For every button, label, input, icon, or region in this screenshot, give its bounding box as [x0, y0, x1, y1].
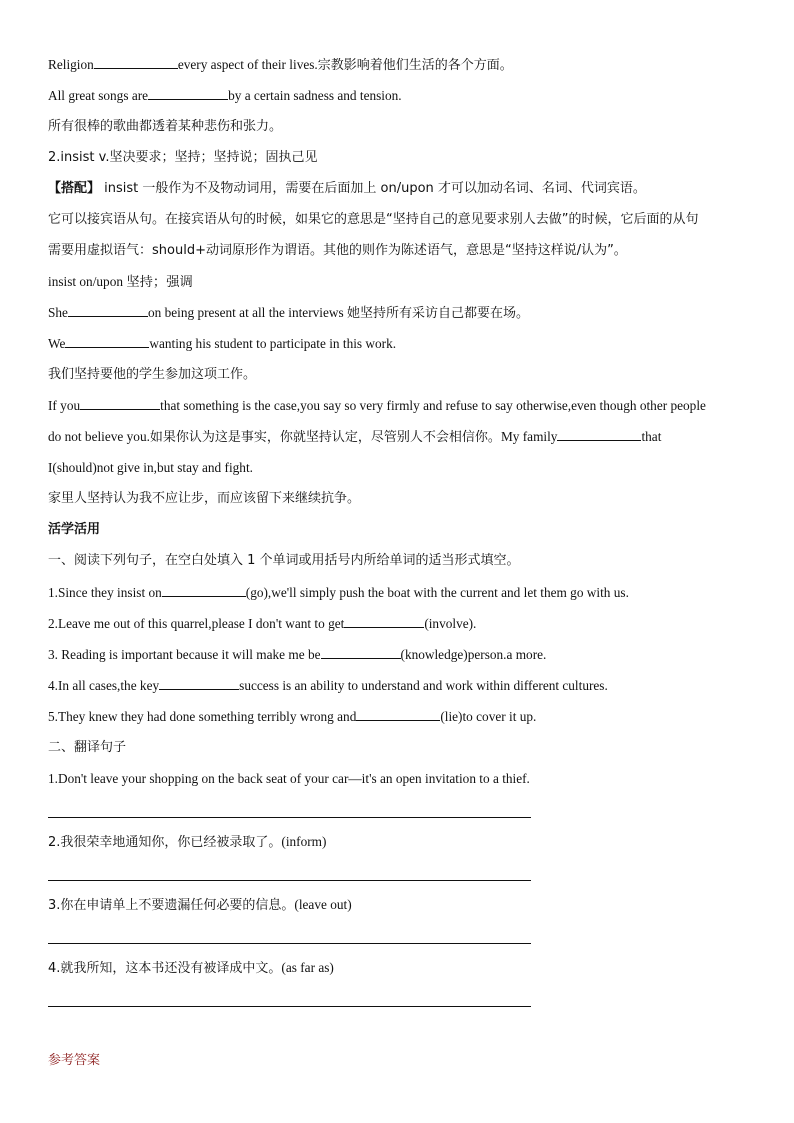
example-religion: Religion every aspect of their lives.宗教影响着他们生活的各个方面。 [48, 57, 513, 73]
answer-blank[interactable] [68, 304, 148, 317]
answer-blank[interactable] [94, 56, 178, 69]
example-do-not-believe: do not believe you.如果你认为这是事实，你就坚持认定，尽管别人不会相信你。My family that [48, 429, 662, 445]
collocation-tag: 【搭配】 [48, 181, 101, 196]
section1-title: 一、阅读下列句子，在空白处填入 1 个单词或用括号内所给单词的适当形式填空。 [48, 553, 520, 568]
question-4: 4.In all cases,the key success is an ability to understand and work within different cultures. [48, 678, 608, 693]
translation-4: 4.就我所知，这本书还没有被译成中文。(as far as) [48, 960, 334, 976]
answer-blank[interactable] [159, 677, 239, 690]
example-if-you: If you that something is the case,you say so very firmly and refuse to say otherwise,even though other people [48, 398, 706, 413]
example-songs-translation: 所有很棒的歌曲都透着某种悲伤和张力。 [48, 119, 283, 134]
clause-note-2: 需要用虚拟语气：should+动词原形作为谓语。其他的则作为陈述语气，意思是“坚持这样说/认为”。 [48, 243, 627, 258]
question-5: 5.They knew they had done something terribly wrong and (lie)to cover it up. [48, 709, 537, 724]
answer-blank[interactable] [321, 646, 401, 659]
reference-answers-heading: 参考答案 [48, 1053, 101, 1068]
answer-blank[interactable] [80, 397, 160, 410]
answer-blank[interactable] [356, 708, 440, 721]
insist-heading: 2.insist v.坚决要求；坚持；坚持说；固执己见 [48, 150, 318, 165]
example-we: We wanting his student to participate in this work. [48, 336, 397, 351]
translation-2: 2.我很荣幸地通知你，你已经被录取了。(inform) [48, 834, 327, 850]
insist-on-phrase: insist on/upon 坚持；强调 [48, 274, 193, 289]
answer-blank[interactable] [162, 584, 246, 597]
answer-blank[interactable] [557, 428, 641, 441]
example-she: She on being present at all the interviews 她坚持所有采访自己都要在场。 [48, 305, 529, 321]
practice-title: 活学活用 [48, 522, 101, 537]
section2-title: 二、翻译句子 [48, 740, 127, 755]
clause-note-1: 它可以接宾语从句。在接宾语从句的时候，如果它的意思是“坚持自己的意见要求别人去做”的时候，它后面的从句 [48, 212, 699, 227]
translation-answer-line[interactable] [48, 1006, 531, 1007]
answer-blank[interactable] [65, 335, 149, 348]
example-family-translation: 家里人坚持认为我不应让步，而应该留下来继续抗争。 [48, 491, 361, 506]
answer-blank[interactable] [344, 615, 424, 628]
example-we-translation: 我们坚持要他的学生参加这项工作。 [48, 367, 257, 382]
example-songs: All great songs are by a certain sadness and tension. [48, 88, 402, 103]
answer-blank[interactable] [148, 87, 228, 100]
translation-3: 3.你在申请单上不要遗漏任何必要的信息。(leave out) [48, 897, 352, 913]
translation-answer-line[interactable] [48, 943, 531, 944]
translation-1: 1.Don't leave your shopping on the back seat of your car—it's an open invitation to a thief. [48, 771, 530, 786]
question-2: 2.Leave me out of this quarrel,please I don't want to get (involve). [48, 616, 477, 631]
example-i-should: I(should)not give in,but stay and fight. [48, 460, 253, 475]
collocation-note: 【搭配】 insist 一般作为不及物动词用，需要在后面加上 on/upon 才可以加动名词、名词、代词宾语。 [48, 181, 646, 196]
translation-answer-line[interactable] [48, 880, 531, 881]
question-3: 3. Reading is important because it will make me be (knowledge)person.a more. [48, 647, 547, 662]
translation-answer-line[interactable] [48, 817, 531, 818]
question-1: 1.Since they insist on (go),we'll simply push the boat with the current and let them go with us. [48, 585, 629, 600]
